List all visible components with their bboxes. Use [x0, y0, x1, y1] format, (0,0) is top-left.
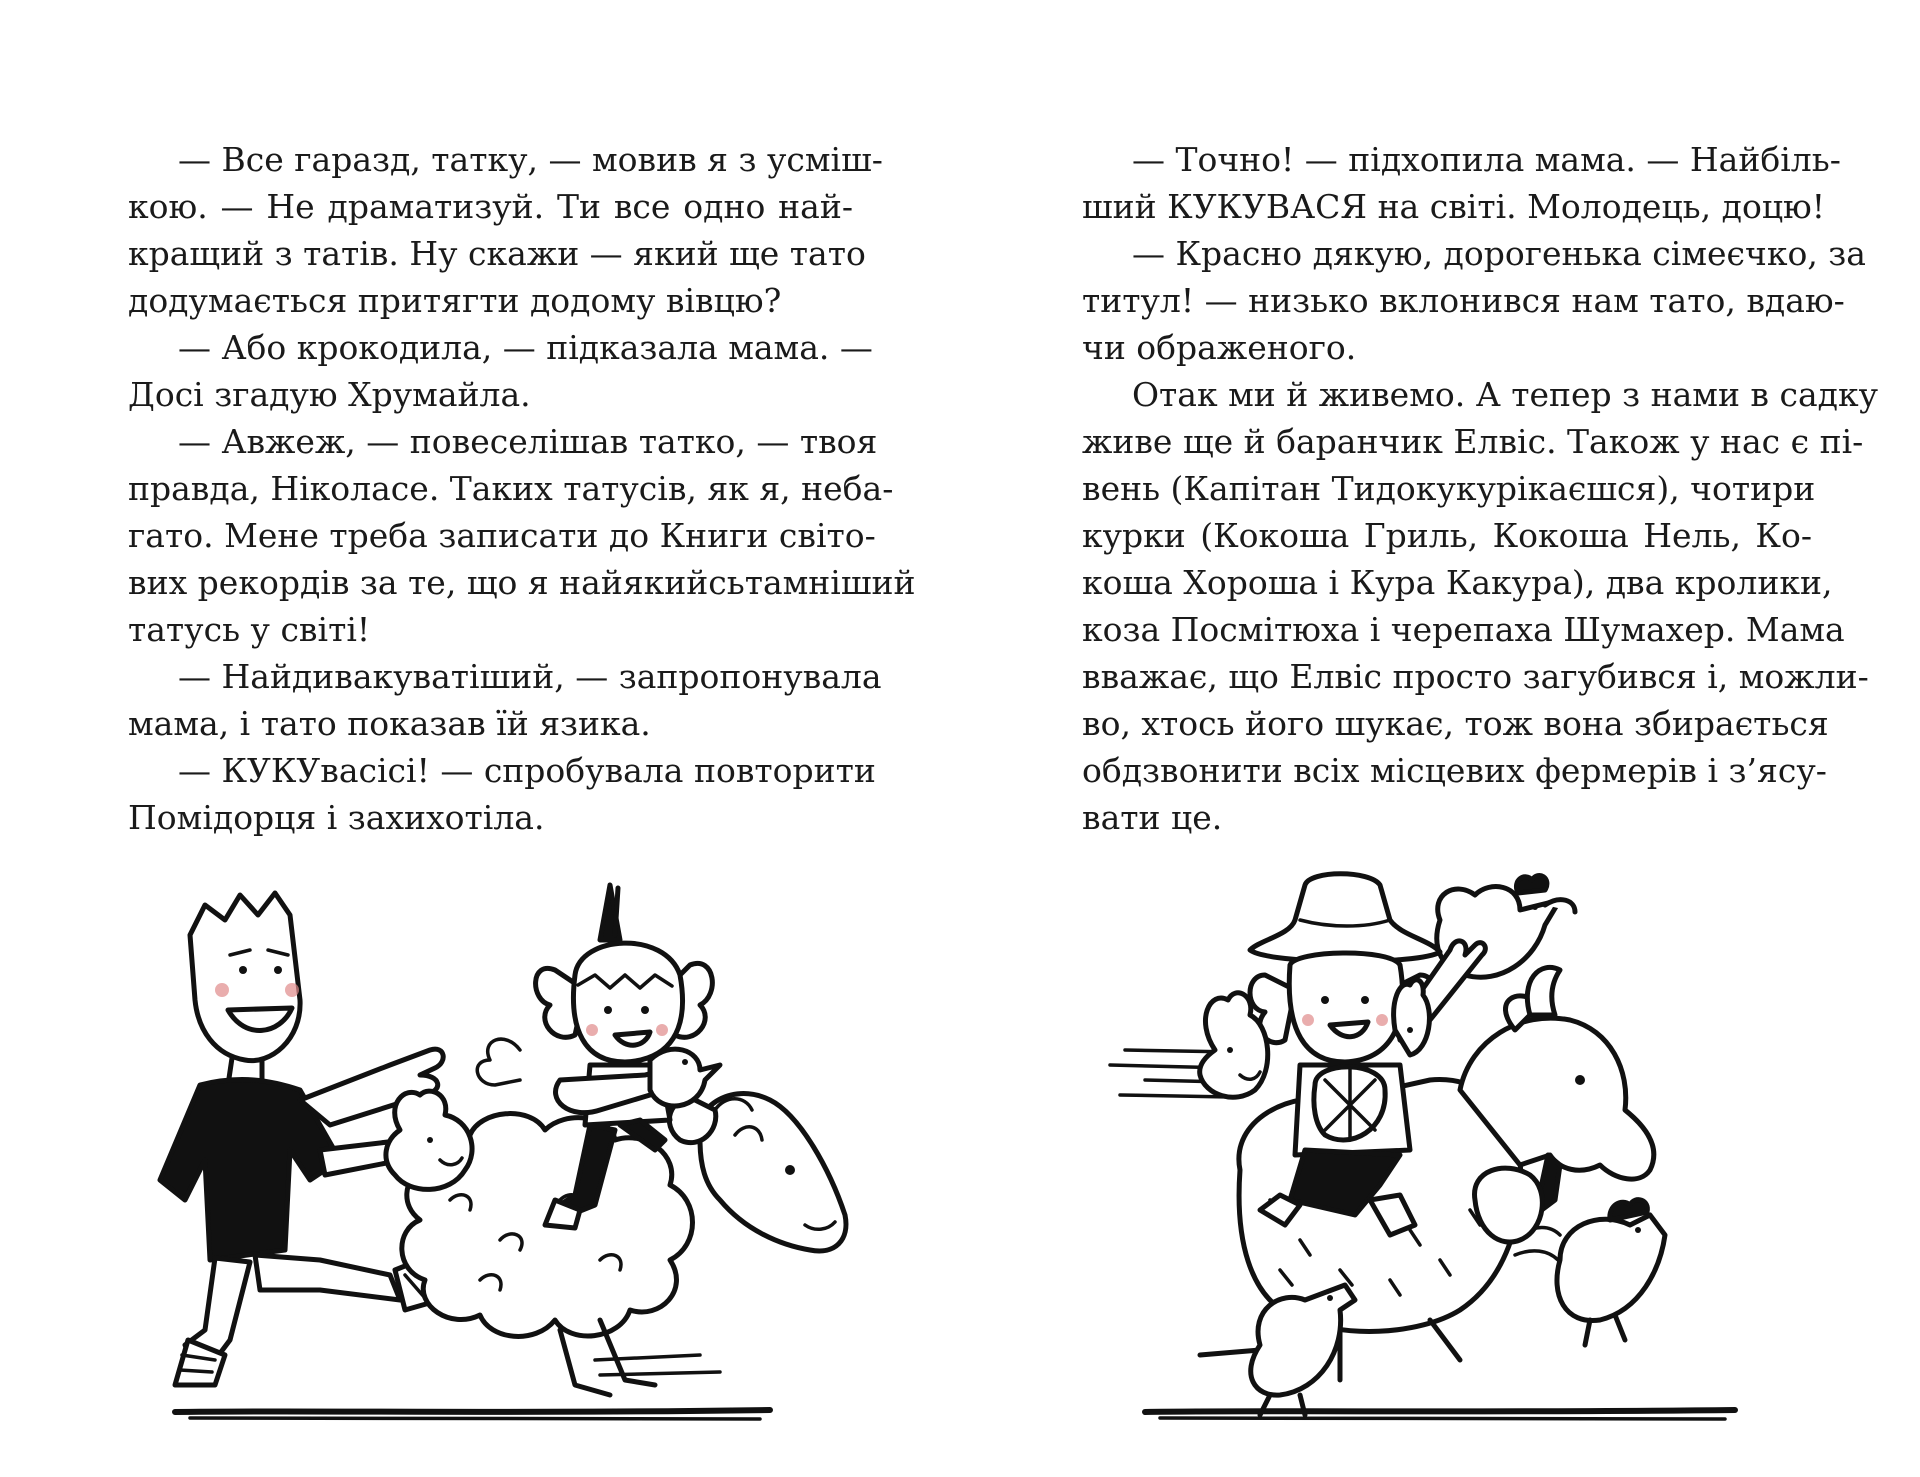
right-page-text [1082, 136, 1879, 841]
text-line: кращий з татів. Ну скажи — який ще тато [128, 234, 866, 273]
text-line: вважає, що Елвіс просто загубився і, можли- [1082, 657, 1869, 696]
text-line: мама, і тато показав їй язика. [128, 704, 651, 743]
text-line: вати це. [1082, 798, 1223, 837]
text-line: коша Хороша і Кура Какура), два кролики, [1082, 563, 1833, 602]
text-line: ший КУКУВАСЯ на світі. Молодець, доцю! [1082, 187, 1826, 226]
text-line: чи ображеного. [1082, 328, 1357, 367]
text-line: — Точно! — підхопила мама. — Найбіль- [1132, 140, 1841, 179]
text-line: татусь у світі! [128, 610, 371, 649]
text-line: — КУКУвасісі! — спробувала повторити [178, 751, 876, 790]
text-line: коза Посмітюха і черепаха Шумахер. Мама [1082, 610, 1845, 649]
text-line: живе ще й баранчик Елвіс. Також у нас є пі- [1082, 422, 1864, 461]
text-line: — Красно дякую, дорогенька сімеєчко, за [1132, 234, 1866, 273]
text-line: титул! — низько вклонився нам тато, вдаю- [1082, 281, 1845, 320]
text-line: додумається притягти додому вівцю? [128, 281, 782, 320]
text-line: Отак ми й живемо. А тепер з нами в садку [1132, 375, 1879, 414]
left-page-text [128, 136, 916, 841]
text-line: кою. — Не драматизуй. Ти все одно най- [128, 187, 853, 226]
text-line: — Все гаразд, татку, — мовив я з усміш- [178, 140, 883, 179]
text-line: вих рекордів за те, що я найякийсьтамніший [128, 563, 916, 602]
text-line: правда, Ніколасе. Таких татусів, як я, неба- [128, 469, 894, 508]
text-line: — Або крокодила, — підказала мама. — [178, 328, 873, 367]
text-line: Помідорця і захихотіла. [128, 798, 545, 837]
text-line: — Авжеж, — повеселішав татко, — твоя [178, 422, 878, 461]
text-line: — Найдивакуватіший, — запропонувала [178, 657, 882, 696]
right-page [960, 0, 1920, 1477]
text-line: Досі згадую Хрумайла. [128, 375, 531, 414]
text-line: курки (Кокоша Гриль, Кокоша Нель, Ко- [1082, 516, 1812, 555]
text-line: обдзвонити всіх місцевих фермерів і з’ясу- [1082, 751, 1827, 790]
text-line: вень (Капітан Тидокукурікаєшся), чотири [1082, 469, 1816, 508]
text-line: гато. Мене треба записати до Книги світо- [128, 516, 876, 555]
text-line: во, хтось його шукає, тож вона збирається [1082, 704, 1829, 743]
